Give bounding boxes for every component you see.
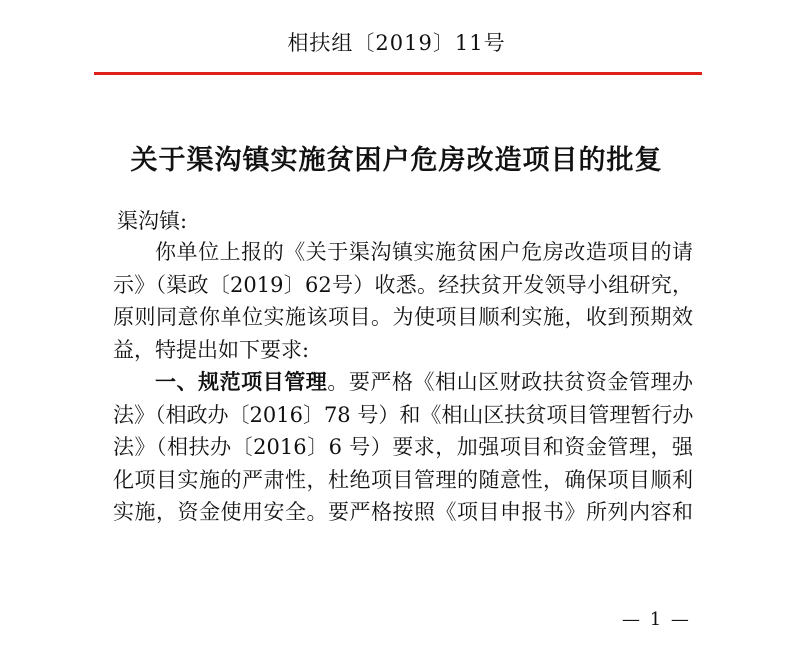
- page-number: — 1 —: [622, 609, 691, 630]
- paragraph-1-line-2: 示》（渠政〔2019〕62号）收悉。经扶贫开发领导小组研究，: [113, 272, 693, 297]
- paragraph-2-line-5: 实施，资金使用安全。要严格按照《项目申报书》所列内容和: [113, 500, 693, 524]
- section-heading: 一、规范项目管理: [155, 369, 328, 394]
- document-body: [113, 236, 693, 529]
- paragraph-2-line-2: 法》（相政办〔2016〕78 号）和《相山区扶贫项目管理暂行办: [113, 402, 694, 427]
- red-header-rule: [94, 72, 702, 75]
- paragraph-2-line-4: 化项目实施的严肃性，杜绝项目管理的随意性，确保项目顺利: [113, 467, 693, 492]
- document-title: 关于渠沟镇实施贫困户危房改造项目的批复: [130, 145, 663, 176]
- paragraph-1-line-4: 益，特提出如下要求:: [113, 337, 310, 362]
- paragraph-2-line-1-text: 。要严格《相山区财政扶贫资金管理办: [327, 370, 694, 394]
- paragraph-2-line-3: 法》（相扶办〔2016〕6 号）要求，加强项目和资金管理，强: [113, 435, 693, 459]
- document-number: 相扶组〔2019〕11号: [287, 31, 506, 55]
- paragraph-2-line-1: [113, 366, 693, 399]
- salutation: 渠沟镇:: [117, 209, 188, 233]
- paragraph-1-line-3: 原则同意你单位实施该项目。为使项目顺利实施，收到预期效: [113, 305, 693, 329]
- paragraph-1-line-1: 你单位上报的《关于渠沟镇实施贫困户危房改造项目的请: [155, 240, 693, 264]
